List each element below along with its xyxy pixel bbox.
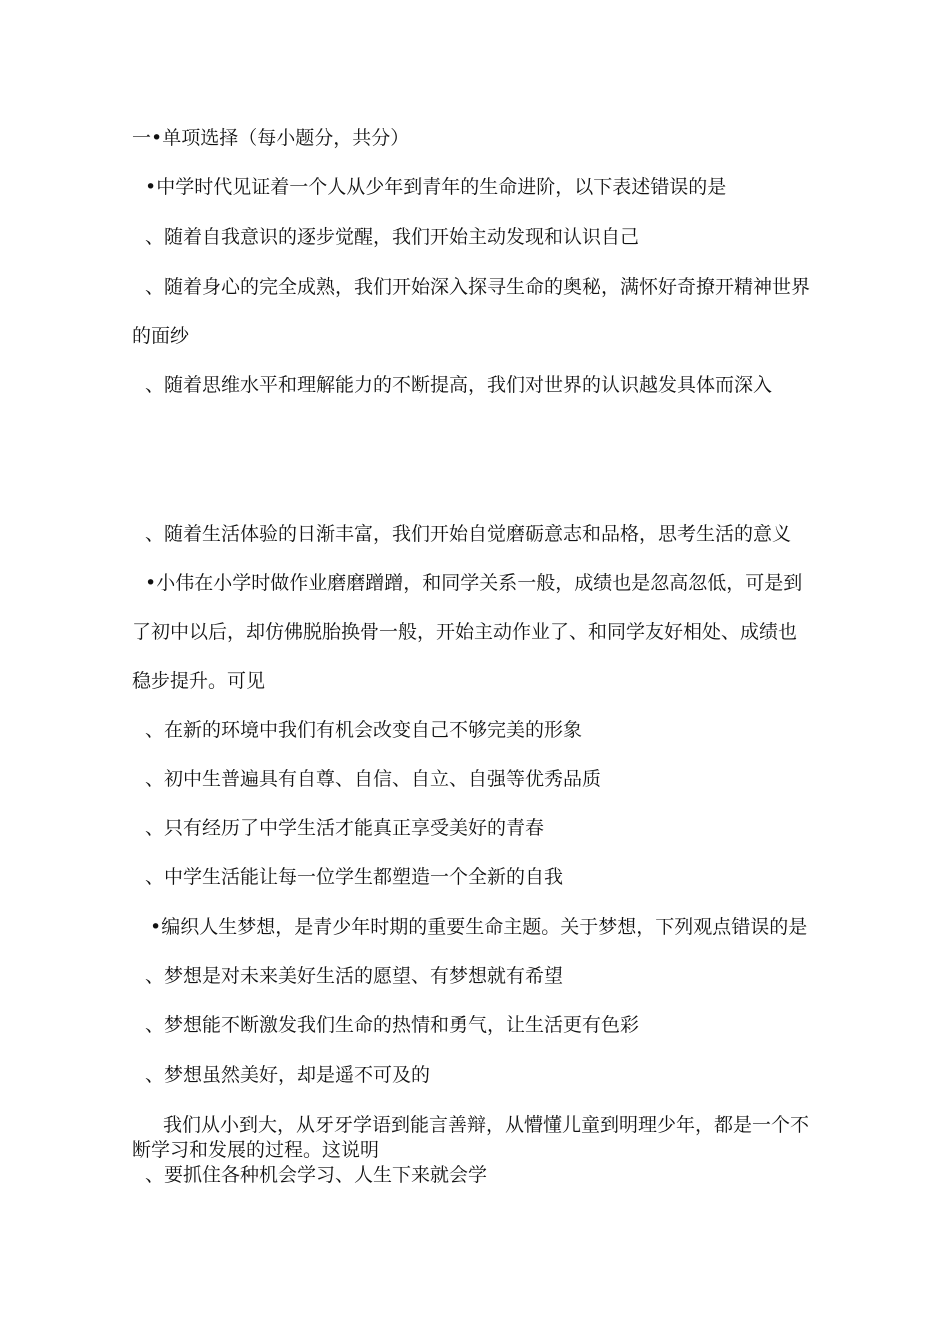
question-1-option-c: 、随着思维水平和理解能力的不断提高，我们对世界的认识越发具体而深入 (145, 374, 773, 396)
question-1-option-b-continued: 的面纱 (132, 325, 190, 347)
question-3-option-b: 、梦想能不断激发我们生命的热情和勇气，让生活更有色彩 (145, 1014, 640, 1036)
question-2-option-b: 、初中生普遍具有自尊、自信、自立、自强等优秀品质 (145, 768, 602, 790)
question-2-option-c: 、只有经历了中学生活才能真正享受美好的青春 (145, 817, 545, 839)
question-1-option-a: 、随着自我意识的逐步觉醒，我们开始主动发现和认识自己 (145, 226, 640, 248)
question-4-stem-line-2: 断学习和发展的过程。这说明 (132, 1139, 380, 1161)
question-2-stem-line-1: •小伟在小学时做作业磨磨蹭蹭，和同学关系一般，成绩也是忽高忽低，可是到 (145, 572, 803, 594)
question-2-stem-line-2: 了初中以后，却仿佛脱胎换骨一般，开始主动作业了、和同学友好相处、成绩也 (132, 621, 798, 643)
question-3-option-c: 、梦想虽然美好，却是遥不可及的 (145, 1064, 431, 1086)
section-heading: 一•单项选择（每小题分，共分） (132, 127, 410, 149)
question-4-stem-line-1: 我们从小到大，从牙牙学语到能言善辩，从懵懂儿童到明理少年，都是一个不 (163, 1114, 810, 1136)
question-2-option-a: 、在新的环境中我们有机会改变自己不够完美的形象 (145, 719, 583, 741)
question-2-stem-line-3: 稳步提升。可见 (132, 670, 266, 692)
question-3-stem: •编织人生梦想，是青少年时期的重要生命主题。关于梦想，下列观点错误的是 (150, 916, 808, 938)
question-2-option-d: 、中学生活能让每一位学生都塑造一个全新的自我 (145, 866, 564, 888)
question-4-option-a: 、要抓住各种机会学习、人生下来就会学 (145, 1164, 488, 1186)
question-1-option-d: 、随着生活体验的日渐丰富，我们开始自觉磨砺意志和品格，思考生活的意义 (145, 523, 792, 545)
question-3-option-a: 、梦想是对未来美好生活的愿望、有梦想就有希望 (145, 965, 564, 987)
question-1-stem: •中学时代见证着一个人从少年到青年的生命进阶，以下表述错误的是 (145, 176, 727, 198)
question-1-option-b: 、随着身心的完全成熟，我们开始深入探寻生命的奥秘，满怀好奇撩开精神世界 (145, 276, 811, 298)
